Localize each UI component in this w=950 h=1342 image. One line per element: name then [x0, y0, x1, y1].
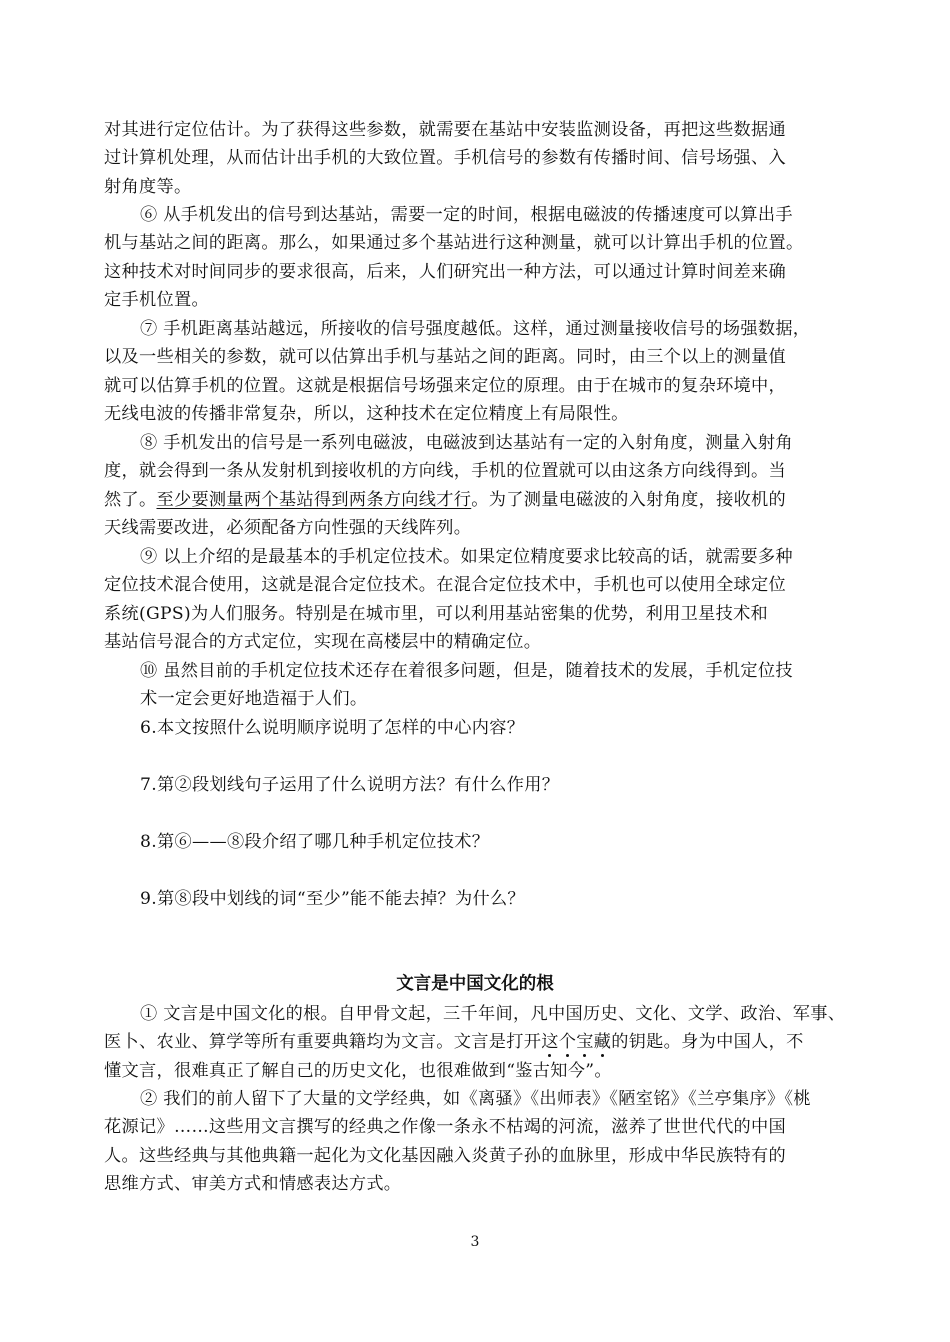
text-line: 系统(GPS)为人们服务。特别是在城市里，可以利用基站密集的优势，利用卫星技术和: [104, 603, 769, 624]
text-line: 射角度等。: [104, 176, 192, 197]
text-line: 定手机位置。: [104, 290, 209, 311]
text-line: 过计算机处理，从而估计出手机的大致位置。手机信号的参数有传播时间、信号场强、入: [104, 148, 787, 169]
article-title: 文言是中国文化的根: [396, 974, 554, 994]
dotted-char: 藏: [593, 1032, 612, 1053]
text-span: 。为了测量电磁波的入射角度，接收机的: [471, 489, 787, 510]
question-6: 6.本文按照什么说明顺序说明了怎样的中心内容？: [140, 718, 525, 738]
dotted-char: 宝: [576, 1032, 594, 1053]
text-span: 的钥匙。身为中国人，不: [611, 1032, 804, 1053]
text-line: 定位技术混合使用，这就是混合定位技术。在混合定位技术中，手机也可以使用全球定位: [104, 575, 787, 596]
text-line: 基站信号混合的方式定位，实现在高楼层中的精确定位。: [104, 632, 542, 653]
text-line: 无线电波的传播非常复杂，所以，这种技术在定位精度上有局限性。: [104, 404, 629, 425]
paragraph-7: [104, 315, 850, 429]
question-7: 7.第②段划线句子运用了什么说明方法？有什么作用？: [140, 775, 560, 795]
text-line: 天线需要改进，必须配备方向性强的天线阵列。: [104, 518, 472, 539]
text-line: 人。这些经典与其他典籍一起化为文化基因融入炎黄子孙的血脉里，形成中华民族特有的: [104, 1145, 787, 1166]
text-line: 思维方式、审美方式和情感表达方式。: [104, 1174, 402, 1195]
paragraph-intro: [104, 116, 850, 201]
text-line: 度，就会得到一条从发射机到接收机的方向线，手机的位置就可以由这条方向线得到。当: [104, 461, 787, 482]
text-span: 医卜、农业、算学等所有重要典籍均为文言。文言是打开: [104, 1032, 542, 1053]
text-line: 以及一些相关的参数，就可以估算出手机与基站之间的距离。同时，由三个以上的测量值: [104, 347, 787, 368]
text-line: ⑨ 以上介绍的是最基本的手机定位技术。如果定位精度要求比较高的话，就需要多种: [140, 547, 793, 567]
text-line: ⑩ 虽然目前的手机定位技术还存在着很多问题，但是，随着技术的发展，手机定位技: [140, 661, 793, 681]
text-line: ① 文言是中国文化的根。自甲骨文起，三千年间，凡中国历史、文化、文学、政治、军事、: [140, 1004, 846, 1024]
text-span: 然了。: [104, 489, 157, 510]
text-line: [104, 1028, 850, 1056]
text-line: 对其进行定位估计。为了获得这些参数，就需要在基站中安装监测设备，再把这些数据通: [104, 120, 787, 140]
article2-paragraph-1: [104, 1000, 850, 1085]
question-9: 9.第⑧段中划线的词“至少”能不能去掉？为什么？: [140, 889, 525, 909]
paragraph-9: [104, 543, 850, 657]
page-number: 3: [470, 1234, 480, 1250]
text-line: ② 我们的前人留下了大量的文学经典，如《离骚》《出师表》《陋室铭》《兰亭集序》《桃: [140, 1089, 811, 1109]
dotted-char: 个: [558, 1032, 577, 1053]
text-line: ⑦ 手机距离基站越远，所接收的信号强度越低。这样，通过测量接收信号的场强数据，: [140, 319, 811, 339]
text-line: [104, 486, 850, 514]
question-8: 8.第⑥——⑧段介绍了哪几种手机定位技术？: [140, 832, 490, 852]
text-line: 花源记》……这些用文言撰写的经典之作像一条永不枯竭的河流，滋养了世世代代的中国: [104, 1117, 787, 1138]
text-line: 就可以估算手机的位置。这就是根据信号场强来定位的原理。由于在城市的复杂环境中，: [104, 375, 787, 396]
text-line: 懂文言，很难真正了解自己的历史文化，也很难做到“鉴古知今”。: [104, 1060, 612, 1081]
paragraph-8: [104, 429, 850, 543]
text-line: ⑧ 手机发出的信号是一系列电磁波，电磁波到达基站有一定的入射角度，测量入射角: [140, 433, 793, 453]
dotted-char: 这: [541, 1032, 559, 1053]
text-line: 机与基站之间的距离。那么，如果通过多个基站进行这种测量，就可以计算出手机的位置。: [104, 233, 804, 254]
text-line: 这种技术对时间同步的要求很高，后来，人们研究出一种方法，可以通过计算时间差来确: [104, 261, 787, 282]
article2-paragraph-2: [104, 1085, 850, 1199]
paragraph-10: [140, 657, 850, 714]
text-line: ⑥ 从手机发出的信号到达基站，需要一定的时间，根据电磁波的传播速度可以算出手: [140, 205, 793, 225]
text-line: 术一定会更好地造福于人们。: [140, 689, 368, 710]
paragraph-6: [104, 201, 850, 315]
underlined-sentence: 至少要测量两个基站得到两条方向线才行: [156, 489, 472, 510]
